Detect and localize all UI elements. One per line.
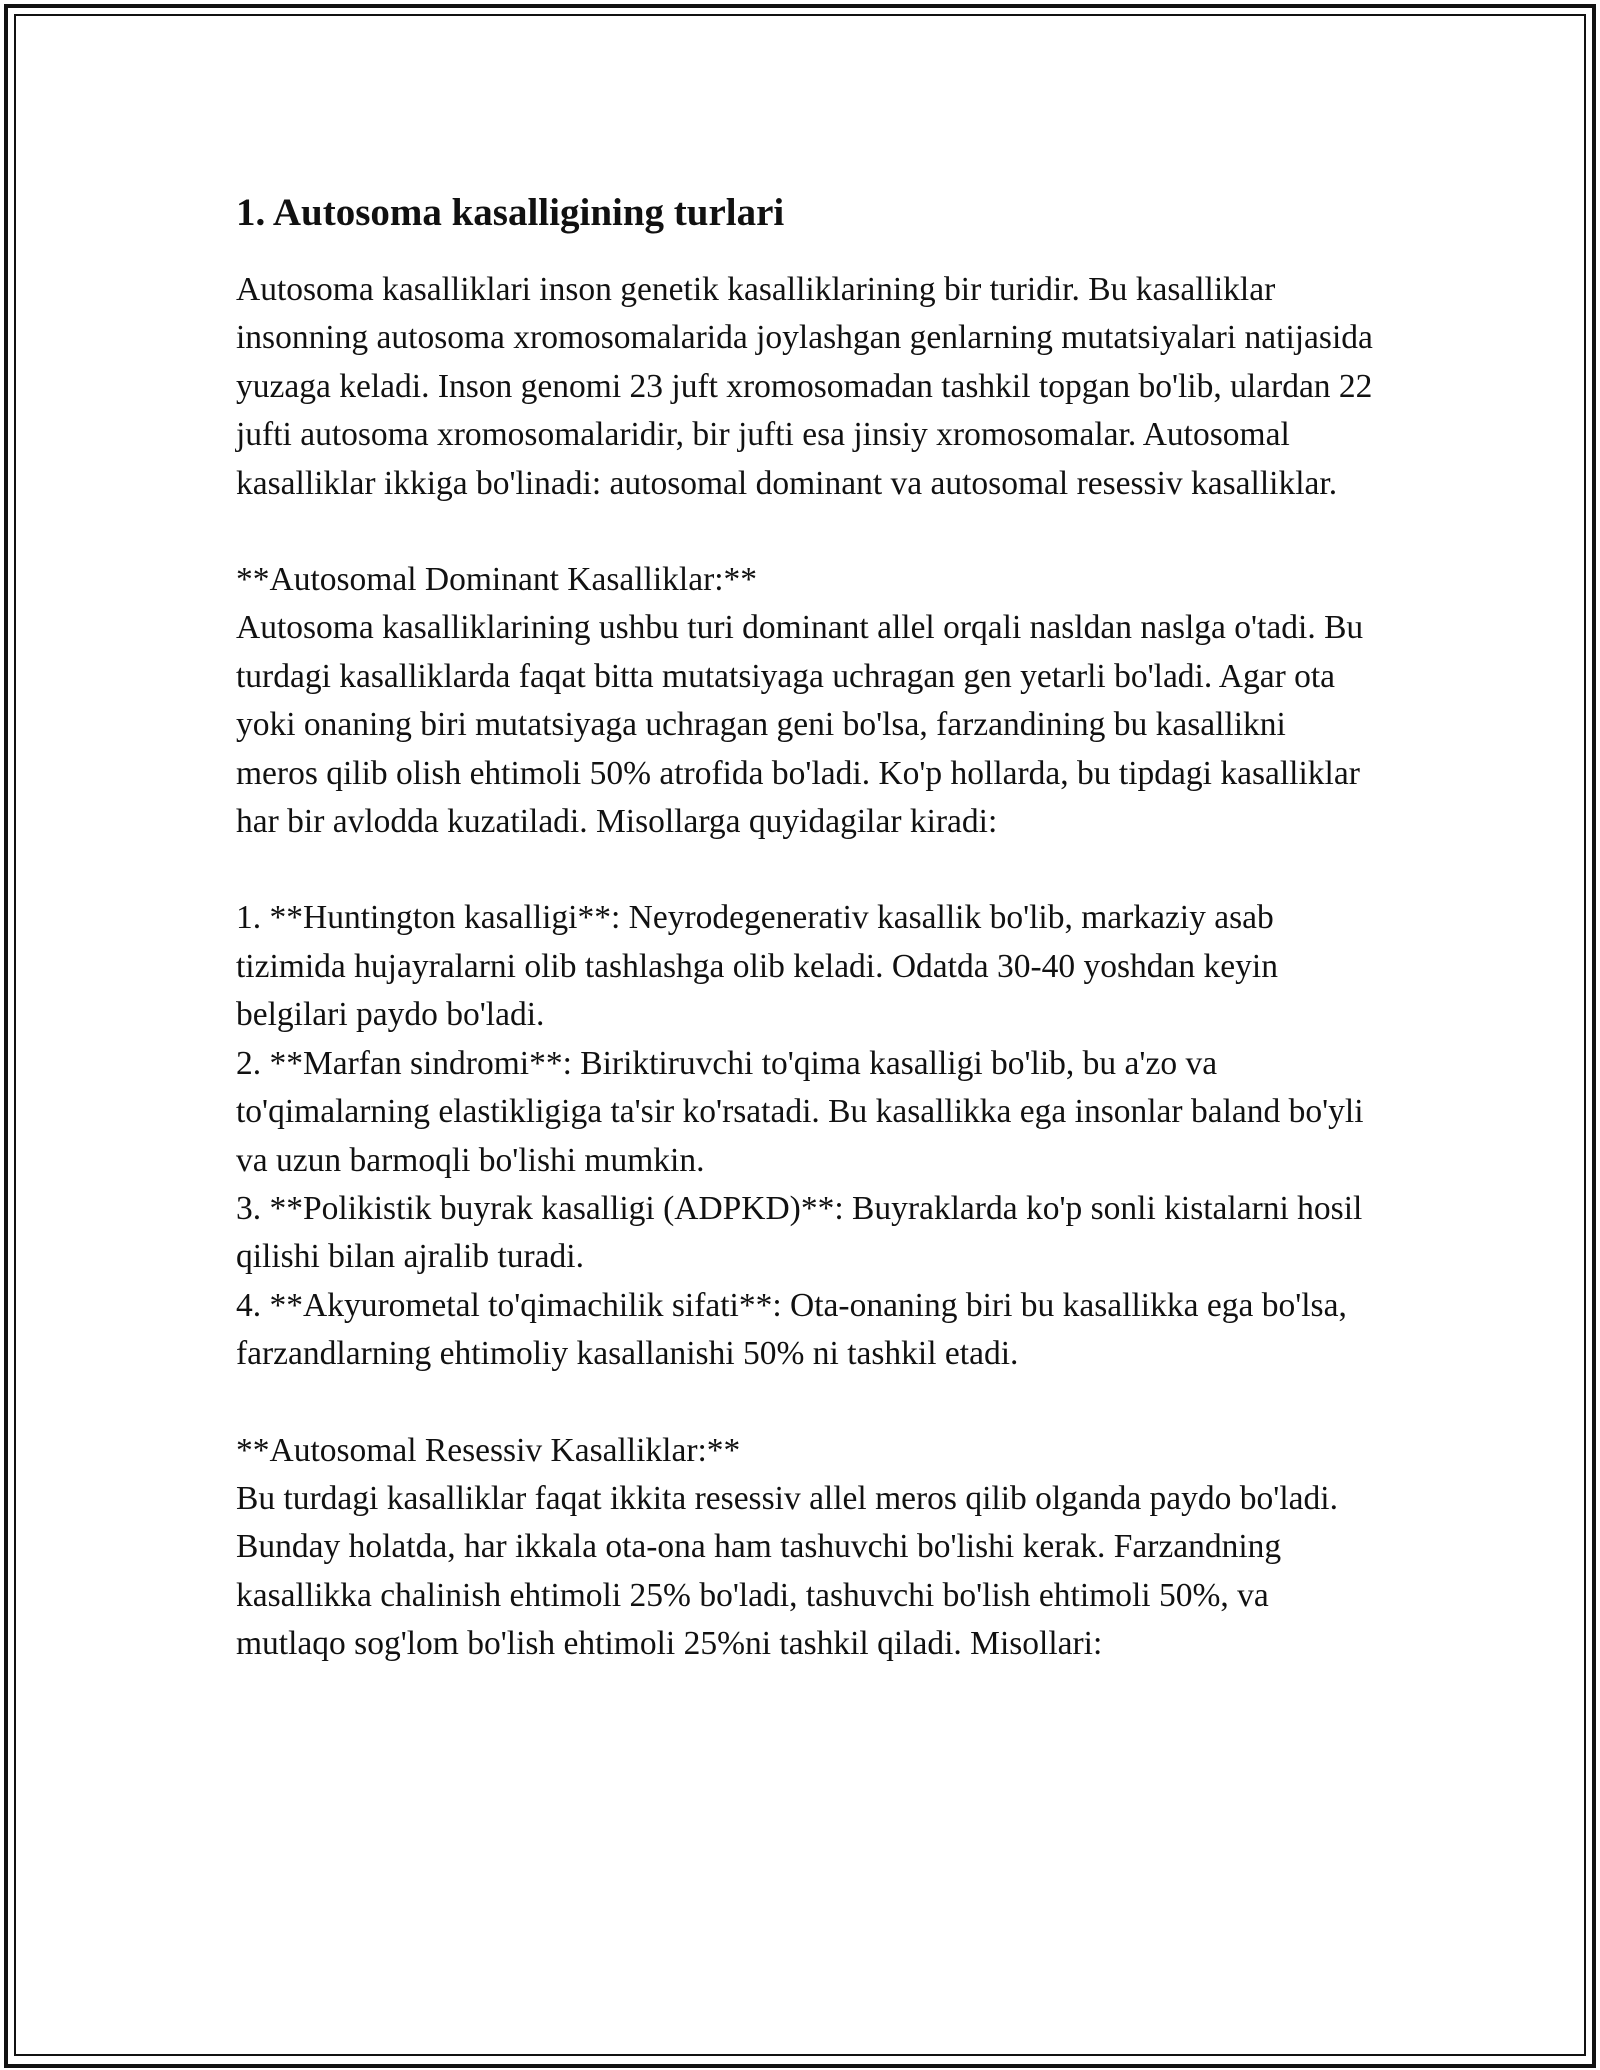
document-heading: 1. Autosoma kasalligining turlari [236, 191, 785, 234]
list-item-akyurometal: 4. **Akyurometal to'qimachilik sifati**: Ota-onaning biri bu kasallikka ega bo'lsa, farzandlarning ehtimoliy kasallanishi 50% ni tashkil etadi. [236, 1286, 1347, 1373]
document-body [236, 184, 1376, 1669]
list-item-marfan: 2. **Marfan sindromi**: Biriktiruvchi to'qima kasalligi bo'lib, bu a'zo va to'qimalarning elastikligiga ta'sir ko'rsatadi. Bu kasallikka ega insonlar baland bo'yli va uzun barmoqli bo'lishi mumkin. [236, 1044, 1364, 1179]
paragraph-gap [236, 508, 1376, 556]
dominant-section-heading: **Autosomal Dominant Kasalliklar:** [236, 561, 758, 599]
recessive-section-heading: **Autosomal Resessiv Kasalliklar:** [236, 1431, 741, 1469]
list-item-adpkd: 3. **Polikistik buyrak kasalligi (ADPKD)**: Buyraklarda ko'p sonli kistalarni hosil qilishi bilan ajralib turadi. [236, 1189, 1363, 1276]
paragraph-gap [236, 846, 1376, 894]
list-item-huntington: 1. **Huntington kasalligi**: Neyrodegenerativ kasallik bo'lib, markaziy asab tizimida hujayralarni olib tashlashga olib keladi. Odatda 30-40 yoshdan keyin belgilari paydo bo'ladi. [236, 899, 1278, 1034]
intro-paragraph: Autosoma kasalliklari inson genetik kasalliklarining bir turidir. Bu kasalliklar insonning autosoma xromosomalarida joylashgan genlarning mutatsiyalari natijasida yuzaga keladi. Inson genomi 23 juft xromosomadan tashkil topgan bo'lib, ulardan 22 jufti autosoma xromosomalaridir, bir jufti esa jinsiy xromosomalar. Autosomal kasalliklar ikkiga bo'linadi: autosomal dominant va autosomal resessiv kasalliklar. [236, 271, 1373, 502]
recessive-section-text: Bu turdagi kasalliklar faqat ikkita resessiv allel meros qilib olganda paydo bo'ladi. Bunday holatda, har ikkala ota-ona ham tashuvchi bo'lishi kerak. Farzandning kasallikka chalinish ehtimoli 25% bo'ladi, tashuvchi bo'lish ehtimoli 50%, va mutlaqo sog'lom bo'lish ehtimoli 25%ni tashkil qiladi. Misollari: [236, 1479, 1338, 1663]
paragraph-gap [236, 1379, 1376, 1427]
dominant-section-text: Autosoma kasalliklarining ushbu turi dominant allel orqali nasldan naslga o'tadi. Bu turdagi kasalliklarda faqat bitta mutatsiyaga uchragan gen yetarli bo'ladi. Agar ota yoki onaning biri mutatsiyaga uchragan geni bo'lsa, farzandining bu kasallikni meros qilib olish ehtimoli 50% atrofida bo'ladi. Ko'p hollarda, bu tipdagi kasalliklar har bir avlodda kuzatiladi. Misollarga quyidagilar kiradi: [236, 609, 1364, 841]
